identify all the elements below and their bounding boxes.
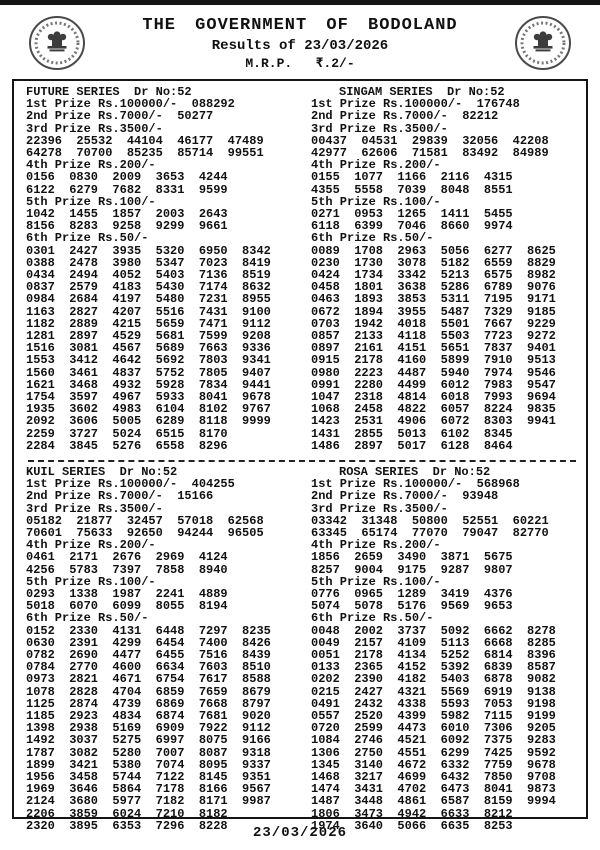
prize-label: 1st Prize Rs.100000/- 404255	[26, 477, 235, 492]
numbers-row: 4355 5558 7039 8048 8551	[311, 182, 513, 197]
numbers-row: 0703 1942 4018 5501 7667 9229	[311, 316, 556, 331]
numbers-row: 00437 04531 29839 32056 42208	[311, 133, 549, 148]
title-block	[92, 16, 508, 71]
numbers-row: 1281 2897 4529 5681 7599 9208	[26, 329, 271, 344]
page-header	[0, 5, 600, 77]
numbers-row: 2259 3727 5024 6515 8170	[26, 426, 228, 441]
numbers-row: 1398 2938 5169 6909 7922 9112	[26, 721, 271, 736]
prize-label: 6th Prize Rs.50/-	[26, 231, 149, 246]
numbers-row: 8257 9004 9175 9287 9807	[311, 562, 513, 577]
numbers-row: 0152 2330 4131 6448 7297 8235	[26, 623, 271, 638]
numbers-row: 1486 2897 5017 6128 8464	[311, 438, 513, 453]
numbers-row: 0897 2161 4151 5651 7837 9401	[311, 341, 556, 356]
numbers-row: 1431 2855 5013 6102 8345	[311, 426, 513, 441]
numbers-row: 0458 1801 3638 5286 6789 9076	[311, 280, 556, 295]
series-title: SINGAM SERIES Dr No:52	[339, 85, 505, 99]
numbers-row: 0991 2280 4499 6012 7983 9547	[311, 377, 556, 392]
prize-label: 2nd Prize Rs.7000/- 50277	[26, 109, 214, 124]
prize-label: 4th Prize Rs.200/-	[311, 158, 441, 173]
prize-label: 1st Prize Rs.100000/- 568968	[311, 477, 520, 492]
numbers-row: 64278 70700 85235 85714 99551	[26, 146, 264, 161]
numbers-row: 0857 2133 4118 5503 7723 9272	[311, 329, 556, 344]
prize-label: 6th Prize Rs.50/-	[311, 231, 434, 246]
numbers-row: 1068 2458 4822 6057 8224 9835	[311, 402, 556, 417]
numbers-row: 0557 2520 4399 5982 7115 9199	[311, 709, 556, 724]
numbers-row: 42977 62606 71581 83492 84989	[311, 146, 549, 161]
government-seal-icon	[22, 13, 92, 73]
series-section-singam	[311, 86, 582, 458]
numbers-row: 1423 2531 4906 6072 8303 9941	[311, 414, 556, 429]
mrp-line: M.R.P. ₹.2/-	[245, 55, 355, 71]
prize-label: 3rd Prize Rs.3500/-	[26, 501, 163, 516]
series-section-kuil	[26, 466, 297, 832]
numbers-row: 0980 2223 4487 5940 7974 9546	[311, 365, 556, 380]
numbers-row: 0089 1708 2963 5056 6277 8625	[311, 243, 556, 258]
top-half	[26, 86, 582, 458]
prize-label: 5th Prize Rs.100/-	[311, 194, 441, 209]
numbers-row: 4256 5783 7397 7858 8940	[26, 562, 228, 577]
prize-label: 4th Prize Rs.200/-	[26, 158, 156, 173]
numbers-row: 0984 2684 4197 5480 7231 8955	[26, 292, 271, 307]
numbers-row: 0491 2432 4338 5593 7053 9198	[311, 696, 556, 711]
numbers-row: 0215 2427 4321 5569 6919 9138	[311, 684, 556, 699]
numbers-row: 1956 3458 5744 7122 8145 9351	[26, 770, 271, 785]
prize-label: 1st Prize Rs.100000/- 088292	[26, 97, 235, 112]
numbers-row: 0202 2390 4182 5403 6878 9082	[311, 672, 556, 687]
numbers-row: 0630 2391 4299 6454 7400 8426	[26, 635, 271, 650]
numbers-row: 1856 2659 3490 3871 5675	[311, 550, 513, 565]
numbers-row: 2320 3895 6353 7296 8228	[26, 818, 228, 833]
numbers-row: 0784 2770 4600 6634 7603 8510	[26, 660, 271, 675]
numbers-row: 1560 3461 4837 5752 7805 9407	[26, 365, 271, 380]
numbers-row: 1468 3217 4699 6432 7850 9708	[311, 770, 556, 785]
numbers-row: 5018 6070 6099 8055 8194	[26, 599, 228, 614]
results-date-line: Results of 23/03/2026	[211, 37, 389, 54]
numbers-row: 2092 3606 5005 6289 8118 9999	[26, 414, 271, 429]
numbers-row: 6118 6399 7046 8660 9974	[311, 219, 513, 234]
numbers-row: 1182 2889 4215 5659 7471 9112	[26, 316, 271, 331]
numbers-row: 03342 31348 50800 52551 60221	[311, 513, 549, 528]
numbers-row: 0049 2157 4109 5113 6668 8285	[311, 635, 556, 650]
prize-label: 3rd Prize Rs.3500/-	[311, 121, 448, 136]
numbers-row: 1125 2874 4739 6869 7668 8797	[26, 696, 271, 711]
numbers-row: 1899 3421 5380 7074 8095 9337	[26, 757, 271, 772]
numbers-row: 1042 1455 1857 2003 2643	[26, 207, 228, 222]
prize-label: 5th Prize Rs.100/-	[26, 574, 156, 589]
numbers-row: 1516 3081 4567 5689 7663 9336	[26, 341, 271, 356]
numbers-row: 0156 0830 2009 3653 4244	[26, 170, 228, 185]
numbers-row: 1806 3473 4942 6633 8212	[311, 806, 513, 821]
numbers-row: 5074 5078 5176 9569 9653	[311, 599, 513, 614]
numbers-row: 0782 2690 4477 6455 7516 8439	[26, 648, 271, 663]
numbers-row: 1163 2827 4207 5516 7431 9100	[26, 304, 271, 319]
numbers-row: 2284 3845 5276 6558 8296	[26, 438, 228, 453]
numbers-row: 0837 2579 4183 5430 7174 8632	[26, 280, 271, 295]
numbers-row: 1553 3412 4642 5692 7803 9341	[26, 353, 271, 368]
numbers-row: 1487 3448 4861 6587 8159 9994	[311, 794, 556, 809]
prize-label: 5th Prize Rs.100/-	[26, 194, 156, 209]
numbers-row: 0155 1077 1166 2116 4315	[311, 170, 513, 185]
numbers-row: 1185 2923 4834 6874 7681 9020	[26, 709, 271, 724]
numbers-row: 0434 2494 4052 5403 7136 8519	[26, 268, 271, 283]
numbers-row: 1306 2750 4551 6299 7425 9592	[311, 745, 556, 760]
page-title: THE GOVERNMENT OF BODOLAND	[142, 15, 458, 35]
prize-label: 4th Prize Rs.200/-	[311, 538, 441, 553]
numbers-row: 8156 8283 9258 9299 9661	[26, 219, 228, 234]
footer-date: 23/03/2026	[252, 825, 347, 841]
prize-label: 5th Prize Rs.100/-	[311, 574, 441, 589]
numbers-row: 0133 2365 4152 5392 6839 8587	[311, 660, 556, 675]
numbers-row: 1621 3468 4932 5928 7834 9441	[26, 377, 271, 392]
numbers-row: 0424 1734 3342 5213 6575 8982	[311, 268, 556, 283]
numbers-row: 1754 3597 4967 5933 8041 9678	[26, 390, 271, 405]
series-section-rosa	[311, 466, 582, 832]
prize-label: 4th Prize Rs.200/-	[26, 538, 156, 553]
numbers-row: 0915 2178 4160 5899 7910 9513	[311, 353, 556, 368]
numbers-row: 1969 3646 5864 7178 8166 9567	[26, 782, 271, 797]
numbers-row: 1974 3640 5066 6635 8253	[311, 818, 513, 833]
numbers-row: 0301 2427 3935 5320 6950 8342	[26, 243, 271, 258]
numbers-row: 0230 1730 3078 5182 6559 8829	[311, 255, 556, 270]
prize-label: 6th Prize Rs.50/-	[26, 611, 149, 626]
government-seal-icon	[508, 13, 578, 73]
numbers-row: 1078 2828 4704 6859 7659 8679	[26, 684, 271, 699]
numbers-row: 0293 1338 1987 2241 4889	[26, 587, 228, 602]
numbers-row: 2206 3859 6024 7210 8182	[26, 806, 228, 821]
numbers-row: 1084 2746 4521 6092 7375 9283	[311, 733, 556, 748]
prize-label: 3rd Prize Rs.3500/-	[26, 121, 163, 136]
numbers-row: 0973 2821 4671 6754 7617 8588	[26, 672, 271, 687]
numbers-row: 1047 2318 4814 6018 7993 9694	[311, 390, 556, 405]
prize-label: 2nd Prize Rs.7000/- 15166	[26, 489, 214, 504]
numbers-row: 1787 3082 5280 7007 8087 9318	[26, 745, 271, 760]
numbers-row: 0672 1894 3955 5487 7329 9185	[311, 304, 556, 319]
series-section-future	[26, 86, 297, 458]
prize-label: 1st Prize Rs.100000/- 176748	[311, 97, 520, 112]
numbers-row: 0048 2002 3737 5092 6662 8278	[311, 623, 556, 638]
numbers-row: 63345 65174 77070 79047 82770	[311, 526, 549, 541]
numbers-row: 0271 0953 1265 1411 5455	[311, 207, 513, 222]
numbers-row: 0776 0965 1289 3419 4376	[311, 587, 513, 602]
numbers-row: 0388 2478 3980 5347 7023 8419	[26, 255, 271, 270]
numbers-row: 1474 3431 4702 6473 8041 9873	[311, 782, 556, 797]
numbers-row: 2124 3680 5977 7182 8171 9987	[26, 794, 271, 809]
prize-label: 3rd Prize Rs.3500/-	[311, 501, 448, 516]
prize-label: 2nd Prize Rs.7000/- 82212	[311, 109, 499, 124]
series-title: KUIL SERIES Dr No:52	[26, 465, 178, 479]
prize-label: 6th Prize Rs.50/-	[311, 611, 434, 626]
numbers-row: 0051 2178 4134 5252 6814 8396	[311, 648, 556, 663]
numbers-row: 70601 75633 92650 94244 96505	[26, 526, 264, 541]
series-title: FUTURE SERIES Dr No:52	[26, 85, 192, 99]
numbers-row: 0461 2171 2676 2969 4124	[26, 550, 228, 565]
series-title: ROSA SERIES Dr No:52	[339, 465, 491, 479]
numbers-row: 05182 21877 32457 57018 62568	[26, 513, 264, 528]
numbers-row: 0720 2599 4473 6010 7306 9205	[311, 721, 556, 736]
numbers-row: 1935 3602 4983 6104 8102 9767	[26, 402, 271, 417]
numbers-row: 6122 6279 7682 8331 9599	[26, 182, 228, 197]
numbers-row: 1345 3140 4672 6332 7759 9678	[311, 757, 556, 772]
prize-label: 2nd Prize Rs.7000/- 93948	[311, 489, 499, 504]
numbers-row: 1492 3037 5275 6997 8075 9166	[26, 733, 271, 748]
bottom-half	[26, 466, 582, 832]
numbers-row: 0463 1893 3853 5311 7195 9171	[311, 292, 556, 307]
numbers-row: 22396 25532 44104 46177 47489	[26, 133, 264, 148]
dashed-divider	[28, 460, 576, 462]
